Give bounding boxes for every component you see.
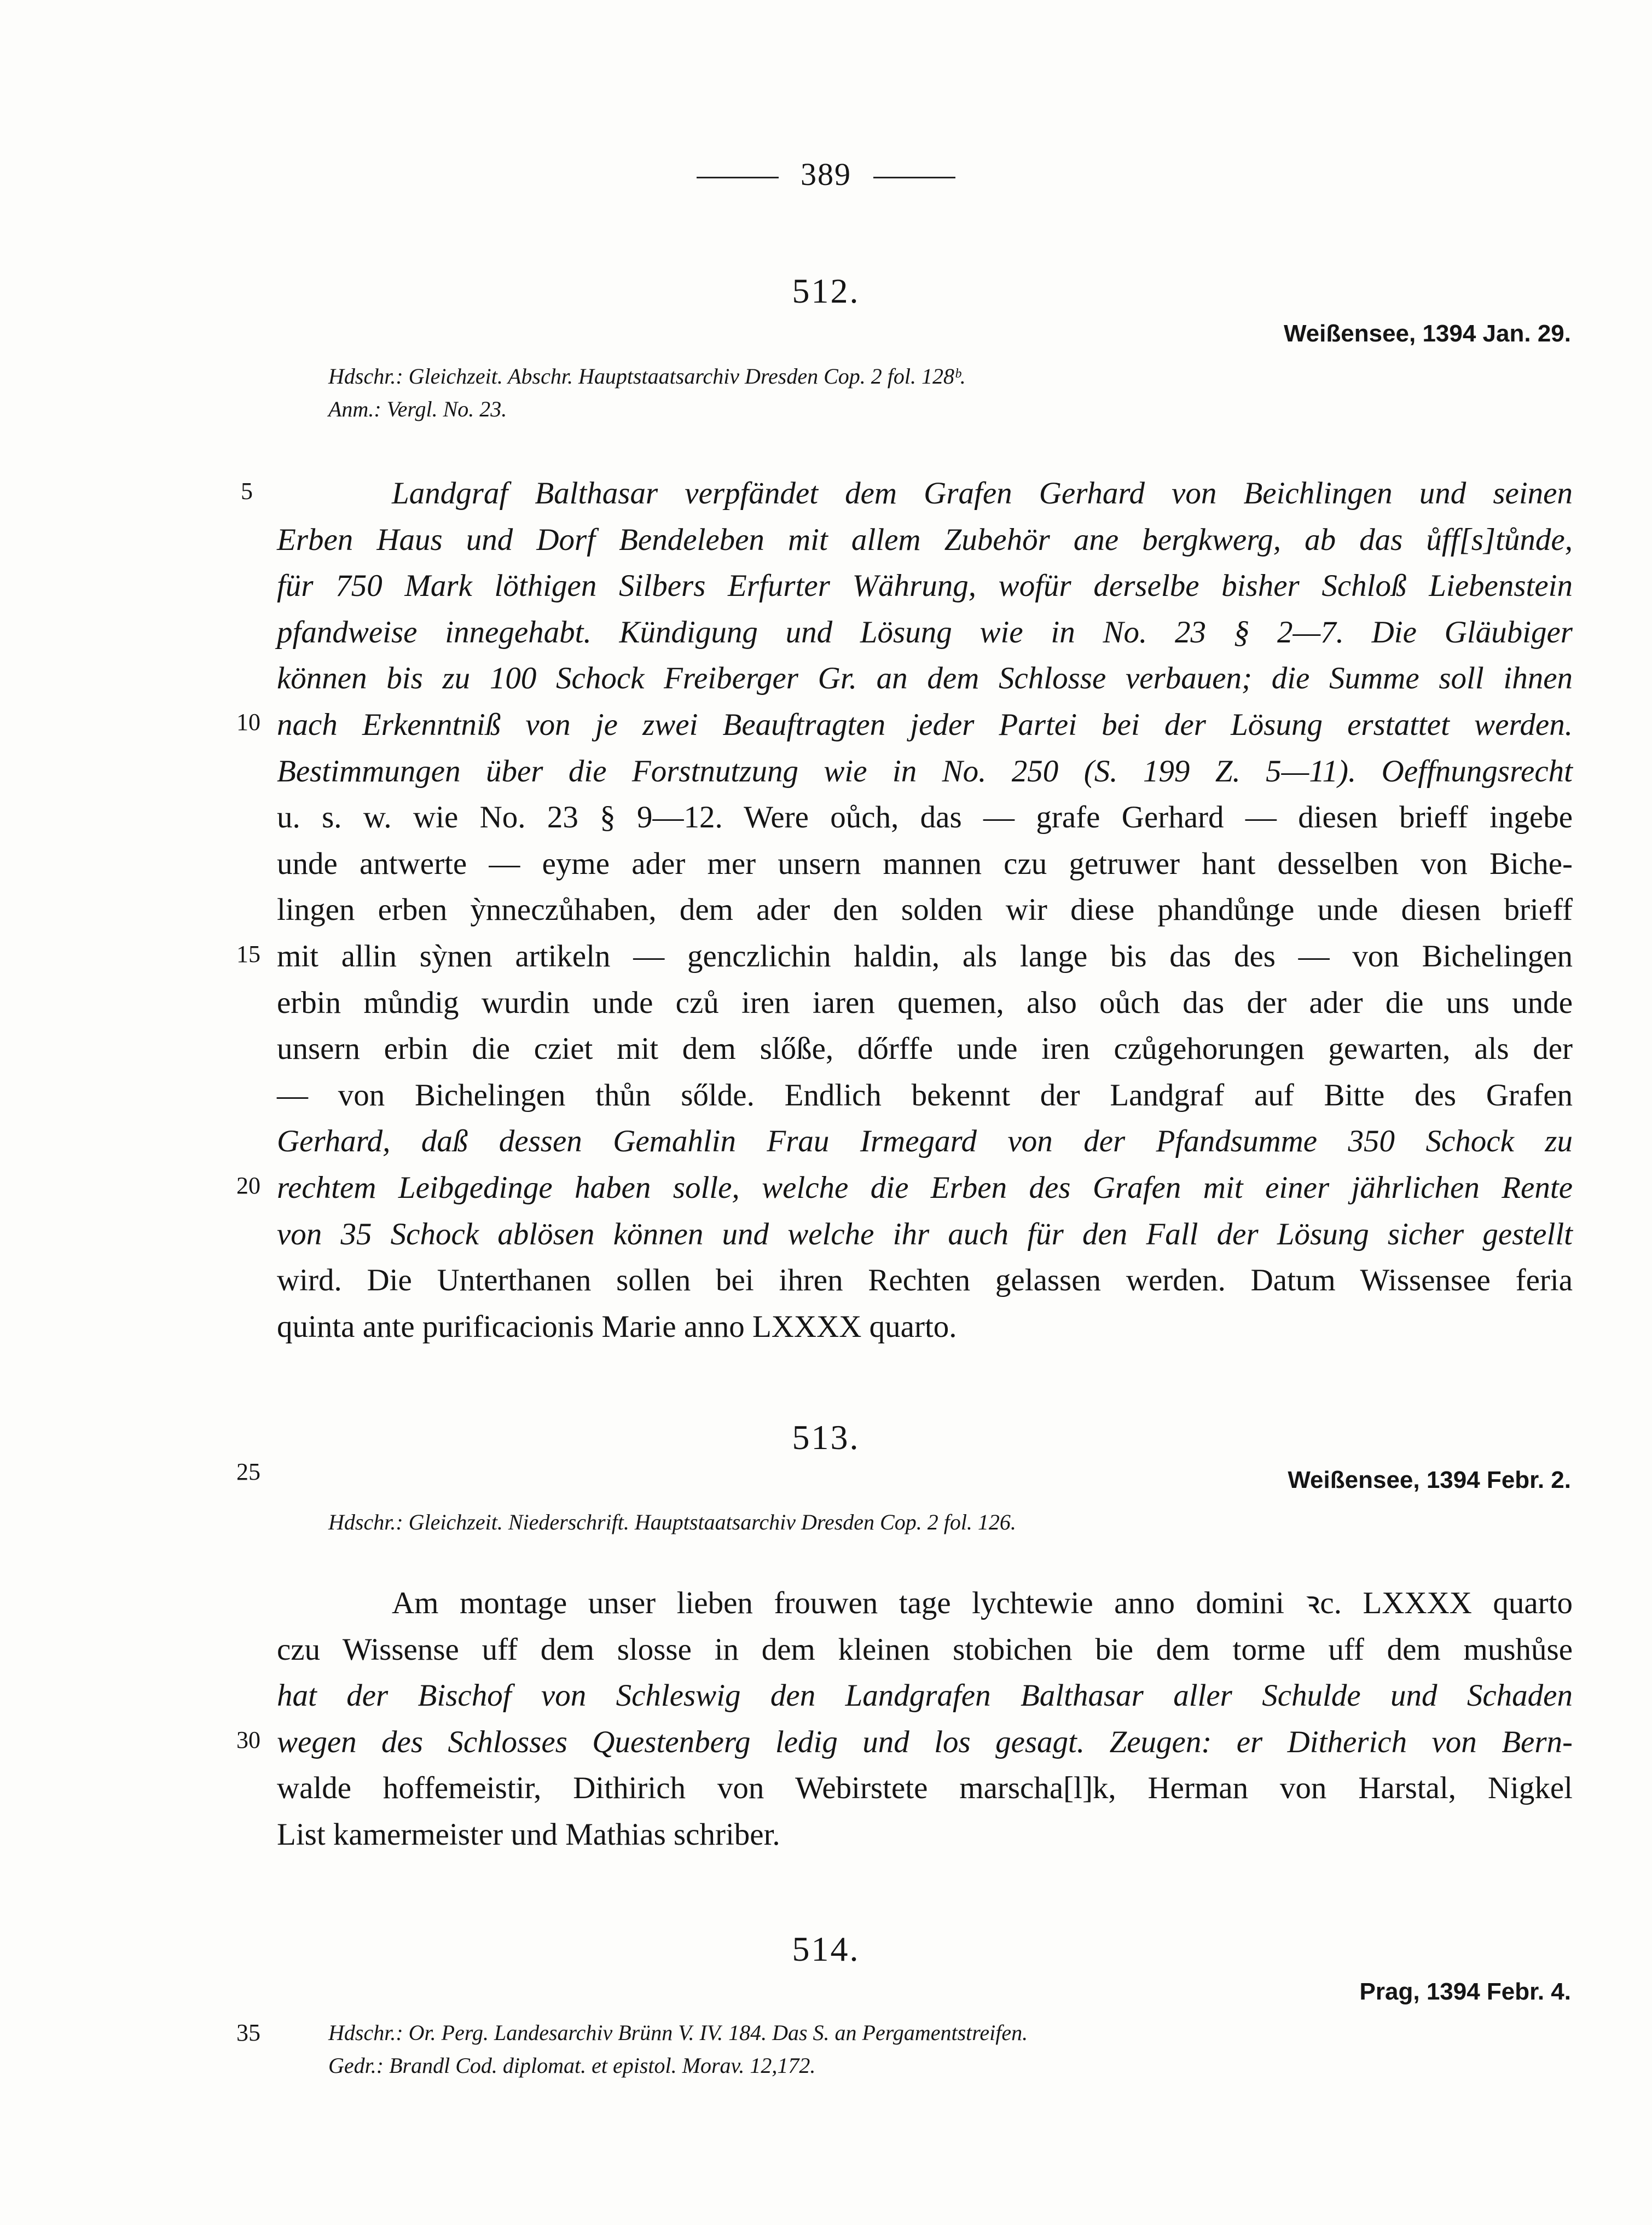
entry-514-number: 514. [792, 1930, 860, 1968]
text-line: Landgraf Balthasar verpfändet dem Grafen Gerhard von Beichlingen und seinen [392, 476, 1573, 511]
text-line: Am montage unser lieben frouwen tage lychtewie anno domini ꝛc. LXXXX quarto [392, 1586, 1573, 1620]
text-line: mit allin sỳnen artikeln — genczlichin haldin, als lange bis das des — von Bichelingen [277, 938, 1573, 974]
text-line: unsern erbin die cziet mit dem slőße, dőrffe unde iren czůgehorungen gewarten, als der [277, 1032, 1573, 1067]
margin-line-number: 5 [241, 478, 253, 505]
entry-512-place-date: Weißensee, 1394 Jan. 29. [1283, 320, 1571, 347]
entry-512-sources [328, 360, 966, 426]
margin-line-number: 10 [236, 709, 260, 735]
text-line: wird. Die Unterthanen sollen bei ihren Rechten gelassen werden. Datum Wissensee feria [277, 1263, 1573, 1298]
source-line: Anm.: Vergl. No. 23. [328, 397, 507, 421]
text-line: von 35 Schock ablösen können und welche ihr auch für den Fall der Lösung sicher gestellt [277, 1216, 1573, 1251]
text-line-content: Erben Haus und Dorf Bendeleben mit allem Zubehör ane bergkwerg, ab das ůff[s]tůnde, [277, 522, 1573, 557]
text-line: Gerhard, daß dessen Gemahlin Frau Irmegard von der Pfandsumme 350 Schock zu [277, 1124, 1573, 1159]
text-line: quinta ante purificacionis Marie anno LXXXX quarto. [277, 1309, 957, 1344]
text-line: nach Erkenntniß von je zwei Beauftragten jeder Partei bei der Lösung erstattet werden. [277, 707, 1573, 742]
margin-line-number: 35 [236, 2019, 260, 2046]
margin-line-number: 30 [236, 1726, 260, 1753]
page-number [0, 156, 1652, 193]
source-line: Hdschr.: Or. Perg. Landesarchiv Brünn V. IV. 184. Das S. an Pergamentstreifen. [328, 2020, 1028, 2045]
text-line: List kamermeister und Mathias schriber. [277, 1817, 780, 1852]
text-line [277, 517, 1573, 564]
entry-514-place-date: Prag, 1394 Febr. 4. [1359, 1978, 1571, 2005]
text-line: Bestimmungen über die Forstnutzung wie in No. 250 (S. 199 Z. 5—11). Oeffnungsrecht [277, 754, 1573, 789]
source-line: Hdschr.: Gleichzeit. Abschr. Hauptstaatsarchiv Dresden Cop. 2 fol. 128ᵇ. [328, 364, 966, 389]
text-line: czu Wissense uff dem slosse in dem kleinen stobichen bie dem torme uff dem mushůse [277, 1632, 1573, 1667]
entry-513-text [277, 1580, 1573, 1858]
text-line: walde hoffemeistir, Dithirich von Webirstete marscha[l]k, Herman von Harstal, Nigkel [277, 1771, 1573, 1806]
text-line: lingen erben ỳnneczůhaben, dem ader den solden wir diese phandůnge unde diesen brieff [277, 893, 1573, 928]
text-line: für 750 Mark löthigen Silbers Erfurter Währung, wofür derselbe bisher Schloß Liebenstein [277, 569, 1573, 604]
text-line: rechtem Leibgedinge haben solle, welche die Erben des Grafen mit einer jährlichen Rente [277, 1170, 1573, 1205]
text-line: erbin můndig wurdin unde czů iren iaren quemen, also oůch das der ader die uns unde [277, 985, 1573, 1020]
rule-left [697, 177, 779, 178]
entry-513-sources [328, 1506, 1016, 1539]
rule-right [873, 177, 955, 178]
margin-line-number: 20 [236, 1172, 260, 1199]
entry-513-number: 513. [792, 1418, 860, 1457]
page-number-text: 389 [801, 157, 851, 192]
text-line: hat der Bischof von Schleswig den Landgrafen Balthasar aller Schulde und Schaden [277, 1678, 1573, 1713]
entry-513-place-date: Weißensee, 1394 Febr. 2. [1288, 1467, 1571, 1493]
text-line: wegen des Schlosses Questenberg ledig und los gesagt. Zeugen: er Ditherich von Bern- [277, 1724, 1573, 1759]
entry-512-text [277, 471, 1573, 1350]
entry-512-number: 512. [792, 271, 860, 310]
text-line: pfandweise innegehabt. Kündigung und Lösung wie in No. 23 § 2—7. Die Gläubiger [277, 615, 1573, 650]
source-line: Gedr.: Brandl Cod. diplomat. et epistol. Morav. 12,172. [328, 2053, 816, 2078]
text-line: unde antwerte — eyme ader mer unsern mannen czu getruwer hant desselben von Biche- [277, 846, 1573, 881]
margin-line-number: 15 [236, 941, 260, 967]
source-line: Hdschr.: Gleichzeit. Niederschrift. Hauptstaatsarchiv Dresden Cop. 2 fol. 126. [328, 1510, 1016, 1534]
text-line: u. s. w. wie No. 23 § 9—12. Were oůch, das — grafe Gerhard — diesen brieff ingebe [277, 800, 1573, 835]
text-line: können bis zu 100 Schock Freiberger Gr. an dem Schlosse verbauen; die Summe soll ihnen [277, 661, 1573, 696]
text-line: — von Bichelingen thůn sőlde. Endlich bekennt der Landgraf auf Bitte des Grafen [277, 1077, 1573, 1112]
margin-line-number: 25 [236, 1458, 260, 1485]
entry-514-sources [328, 2017, 1028, 2082]
